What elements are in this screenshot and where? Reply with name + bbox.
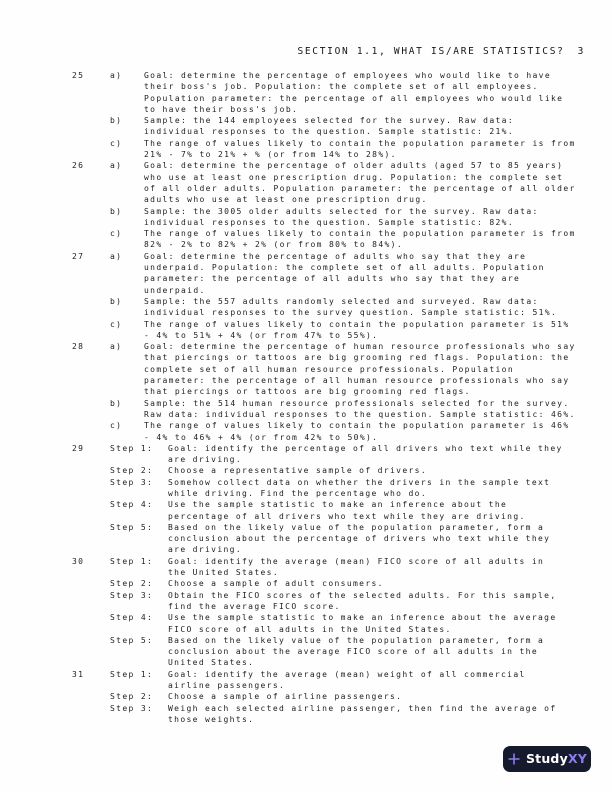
entry [110,206,604,229]
text-line: Sample: the 557 adults randomly selected and surveyed. Raw data: [144,296,539,306]
text-line: parameter: the percentage of all adults who say that they are [144,274,521,284]
item-number: 29 [72,443,85,453]
item-entries [110,556,604,669]
text-line: - 4% to 46% + 4% (or from 42% to 50%). [144,432,379,442]
entry-label: c) [110,421,123,431]
entry-label: Step 2: [110,579,154,589]
text-line: Choose a sample of adult consumers. [168,579,384,589]
text-line: airline passengers. [168,681,286,691]
text-line: of all older adults. Population parameter: the percentage of all older [144,183,576,193]
entry-text [168,578,604,589]
entry-text [144,398,604,421]
entry-text [144,251,604,296]
text-line: that piercings or tattoos are big grooming red flags. Population: the [144,353,570,363]
entry-text [168,499,604,522]
entry-label: a) [110,71,123,80]
entry [110,499,604,522]
entry [110,420,604,443]
entry-label: Step 1: [110,669,154,679]
entry-label: b) [110,206,123,216]
text-line: Goal: identify the percentage of all drivers who text while they [168,443,563,453]
entry [110,319,604,342]
entry-label: Step 2: [110,692,154,702]
entry-label: a) [110,342,123,352]
entry-label: Step 1: [110,556,154,566]
entry [110,556,604,579]
item-entries [110,70,604,160]
text-line: Goal: determine the percentage of human resource professionals who say [144,342,576,352]
text-line: 82% - 2% to 82% + 2% (or from 80% to 84%). [144,240,403,250]
item-number: 28 [72,342,85,352]
entry-text [168,590,604,613]
entry-text [144,70,604,115]
entry-text [168,635,604,669]
entry-text [168,669,604,692]
text-line: The range of values likely to contain the population parameter is 46% [144,421,570,431]
entry-text [168,443,604,466]
section-title: SECTION 1.1, WHAT IS/ARE STATISTICS? [297,46,565,57]
item-entries [110,443,604,556]
entry-text [168,465,604,476]
text-line: Sample: the 144 employees selected for the survey. Raw data: [144,116,514,126]
solution-item [72,70,604,160]
text-line: adults who use at least one prescription drug. [144,195,428,205]
entry [110,296,604,319]
item-number: 26 [72,161,85,171]
text-line: individual responses to the question. Sample statistic: 21%. [144,127,514,137]
text-line: conclusion about the percentage of drivers who text while they [168,534,551,544]
item-number: 25 [72,71,85,80]
entry [110,477,604,500]
entry-text [144,115,604,138]
text-line: percentage of all drivers who text while they are driving. [168,511,526,521]
text-line: Raw data: individual responses to the question. Sample statistic: 46%. [144,409,576,419]
text-line: Choose a representative sample of drivers. [168,466,427,476]
text-line: who use at least one prescription drug. Population: the complete set [144,172,564,182]
item-entries [110,341,604,443]
entry-label: Step 3: [110,590,154,600]
solution-item [72,251,604,341]
entry [110,228,604,251]
entry-text [144,138,604,161]
text-line: complete set of all human resource professionals. Population [144,364,514,374]
text-line: Weigh each selected airline passenger, then find the average of [168,703,557,713]
text-line: Goal: identify the average (mean) FICO score of all adults in [168,556,545,566]
entry-label: Step 4: [110,500,154,510]
entry-label: Step 5: [110,522,154,532]
entry-text [144,160,604,205]
entry-label: b) [110,296,123,306]
entry-label: c) [110,229,123,239]
text-line: individual responses to the question. Sample statistic: 82%. [144,217,514,227]
entry [110,398,604,421]
entry-label: Step 3: [110,477,154,487]
text-line: find the average FICO score. [168,601,341,611]
entry [110,703,604,726]
text-line: individual responses to the survey question. Sample statistic: 51%. [144,308,558,318]
entry [110,691,604,702]
text-line: the United States. [168,568,279,578]
entry [110,590,604,613]
entry-label: c) [110,138,123,148]
brand-name-primary: Study [525,750,568,766]
text-line: while driving. Find the percentage who do. [168,488,427,498]
entry [110,138,604,161]
text-line: The range of values likely to contain the population parameter is 51% [144,319,570,329]
entry-label: a) [110,161,123,171]
entry-label: a) [110,251,123,261]
text-line: Goal: determine the percentage of employees who would like to have [144,71,551,80]
item-entries [110,160,604,250]
text-line: underpaid. [144,285,206,295]
brand-wordmark [525,750,588,766]
entry-label: c) [110,319,123,329]
text-line: Use the sample statistic to make an inference about the [168,500,508,510]
entry [110,115,604,138]
entry-text [144,228,604,251]
entry [110,612,604,635]
text-line: are driving. [168,455,242,465]
studyxy-logo [503,746,591,772]
text-line: The range of values likely to contain the population parameter is from [144,138,576,148]
text-line: Goal: identify the average (mean) weight of all commercial [168,669,526,679]
entry-label: Step 3: [110,703,154,713]
plus-icon [507,752,521,766]
solution-item [72,556,604,669]
entry-text [144,420,604,443]
text-line: United States. [168,658,255,668]
entry-text [144,341,604,397]
text-line: Based on the likely value of the population parameter, form a [168,522,545,532]
entry [110,669,604,692]
solutions-list [72,70,604,725]
entry [110,341,604,397]
item-number: 30 [72,556,85,566]
entry-text [144,319,604,342]
entry [110,70,604,115]
text-line: Choose a sample of airline passengers. [168,692,403,702]
solution-item [72,160,604,250]
entry [110,578,604,589]
text-line: Goal: determine the percentage of adults who say that they are [144,251,527,261]
entry-label: b) [110,116,123,126]
text-line: Based on the likely value of the population parameter, form a [168,635,545,645]
entry-text [168,691,604,702]
entry-label: Step 5: [110,635,154,645]
item-entries [110,251,604,341]
item-entries [110,669,604,725]
text-line: 21% - 7% to 21% + % (or from 14% to 28%). [144,150,397,160]
entry-text [168,477,604,500]
text-line: parameter: the percentage of all human resource professionals who say [144,376,570,386]
text-line: Obtain the FICO scores of the selected adults. For this sample, [168,590,557,600]
text-line: Somehow collect data on whether the drivers in the sample text [168,477,551,487]
entry [110,443,604,466]
text-line: Sample: the 3005 older adults selected for the survey. Raw data: [144,206,539,216]
text-line: conclusion about the average FICO score of all adults in the [168,647,538,657]
entry-text [168,612,604,635]
entry-text [144,296,604,319]
entry-text [144,206,604,229]
solution-item [72,341,604,443]
text-line: their boss's job. Population: the complete set of all employees. [144,82,539,92]
solution-item [72,443,604,556]
text-line: - 4% to 51% + 4% (or from 47% to 55%). [144,330,379,340]
text-line: those weights. [168,714,255,724]
entry [110,160,604,205]
entry [110,635,604,669]
text-line: to have their boss's job. [144,104,299,114]
entry-label: Step 2: [110,466,154,476]
text-line: Use the sample statistic to make an inference about the average [168,613,557,623]
entry-text [168,703,604,726]
entry-text [168,556,604,579]
text-line: Sample: the 514 human resource professionals selected for the survey. [144,398,570,408]
entry-text [168,522,604,556]
entry-label: Step 4: [110,613,154,623]
item-number: 27 [72,251,85,261]
entry [110,465,604,476]
brand-name-accent: XY [567,750,588,766]
item-number: 31 [72,669,85,679]
page-number: 3 [577,46,585,57]
solution-item [72,669,604,725]
entry-label: b) [110,398,123,408]
text-line: are driving. [168,545,242,555]
entry [110,522,604,556]
page-header [297,46,585,57]
text-line: that piercings or tattoos are big grooming red flags. [144,387,471,397]
entry [110,251,604,296]
text-line: Population parameter: the percentage of all employees who would like [144,93,564,103]
text-line: FICO score of all adults in the United States. [168,624,452,634]
text-line: Goal: determine the percentage of older adults (aged 57 to 85 years) [144,161,564,171]
text-line: The range of values likely to contain the population parameter is from [144,229,576,239]
entry-label: Step 1: [110,443,154,453]
text-line: underpaid. Population: the complete set of all adults. Population [144,263,545,273]
